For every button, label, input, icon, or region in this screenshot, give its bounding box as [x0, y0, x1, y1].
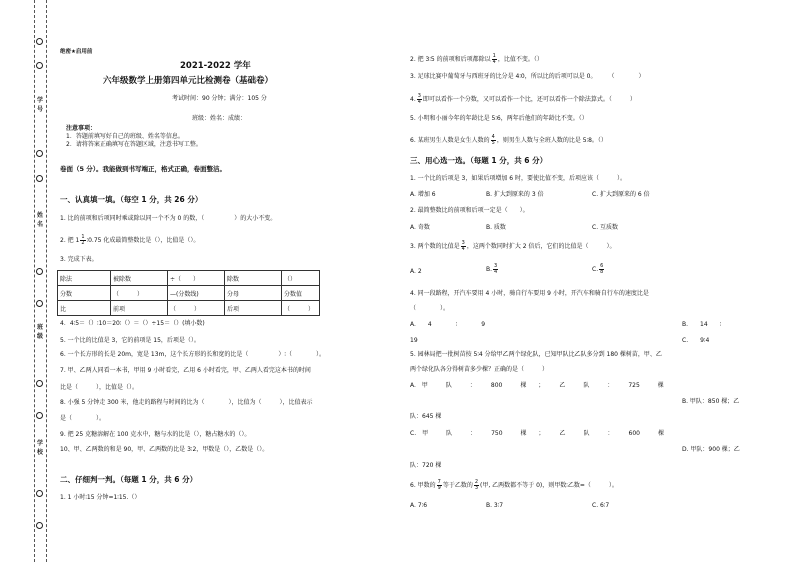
s3-q4-option-c: C. 9∶4: [682, 337, 710, 344]
strip-circle: [36, 522, 43, 529]
table-cell: 除数: [225, 271, 282, 286]
s1-question-8b: 是（ ）。: [60, 415, 106, 422]
s3-q1-option-c: C. 扩大到原来的 6 倍: [592, 191, 650, 198]
table-cell: （ ）: [282, 301, 320, 316]
secret-label: 绝密★启用前: [60, 49, 93, 55]
s3-q6-suffix: (甲, 乙两数都不等于 0)，则甲数∶乙数=（ ）。: [480, 482, 618, 489]
exam-year: 2021-2022 学年: [180, 61, 251, 71]
strip-circle: [36, 268, 43, 275]
s3-question-3: [410, 241, 615, 252]
table-cell: 比: [58, 301, 111, 316]
s3-question-4b: （ ）。: [410, 305, 450, 312]
s2-question-5: 5. 小明和小丽今年的年龄比是 5∶6，两年后他们的年龄比不变。（）: [410, 115, 588, 122]
s2-q2-suffix: ，比值不变。（）: [497, 56, 543, 63]
s2-question-3: 3. 足球比赛中葡萄牙与西班牙的比分是 4∶0，所以比的后项可以是 0。 （ ）: [410, 73, 645, 80]
note-item: 2．请将答案正确填写在答题区域，注意书写工整。: [66, 141, 202, 148]
s2-question-6: [410, 135, 607, 146]
s3-q1-option-a: A. 增加 6: [410, 191, 436, 198]
s3-q4-option-b-cont: 19: [410, 337, 418, 344]
s3-q1-option-b: B. 扩大到原来的 3 倍: [486, 191, 544, 198]
strip-circle: [36, 175, 43, 182]
s1-question-7b: 比是（ ），比值是（）。: [60, 384, 139, 391]
strip-label-name: 姓名: [37, 212, 44, 228]
table-cell: 后项: [225, 301, 282, 316]
s1-q2-prefix: 2. 把 1: [60, 237, 80, 244]
table-row: [58, 271, 320, 286]
strip-circle: [36, 62, 43, 69]
strip-circle: [36, 150, 43, 157]
fraction: $\frac{6}{8}$: [600, 263, 604, 275]
exam-info: 考试时间：90 分钟；满分：105 分: [172, 95, 267, 102]
strip-label-class: 班级: [37, 324, 44, 340]
s3-q2-option-b: B. 质数: [486, 224, 506, 231]
exam-title: 六年级数学上册第四单元比检测卷（基础卷）: [103, 76, 274, 86]
s2-q4-suffix: 即可以看作一个分数，又可以看作一个比，还可以看作一个除法算式。（ ）: [422, 96, 636, 103]
s3-q3-option-b: B. $\frac{3}{4}$: [486, 263, 498, 275]
note-item: 1．答题前填写好自己的班级、姓名等信息。: [66, 133, 184, 140]
s1-question-9: 9. 把 25 克糖溶解在 100 克水中，糖与水的比是（），糖占糖水的（）。: [60, 431, 251, 438]
table-row: [58, 286, 320, 301]
section2-heading: 二、仔细判一判。（每题 1 分，共 6 分）: [60, 475, 198, 484]
table-cell: 分母: [225, 286, 282, 301]
table-cell: 除法: [58, 271, 111, 286]
table-row: [58, 301, 320, 316]
table-cell: （ ）: [111, 286, 168, 301]
strip-circle: [36, 380, 43, 387]
s3-q3-prefix: 3. 两个数的比值是: [410, 243, 460, 250]
s1-question-7a: 7. 甲、乙两人同看一本书，甲用 9 小时看完，乙用 6 小时看完，甲、乙两人看完这本书的时间: [60, 367, 311, 374]
s3-question-2: 2. 最简整数比的前项和后项一定是（ ）。: [410, 207, 529, 214]
s2-q4-prefix: 4.: [410, 96, 416, 103]
s3-question-5b: 两个绿化队各分得树苗多少棵？正确的是（ ）: [410, 366, 549, 373]
s1-question-2: [60, 235, 199, 246]
s3-q5-option-c: C. 甲 队 ： 750 棵 ； 乙 队 ： 600 棵: [410, 430, 665, 437]
s2-q6-prefix: 6. 某班男生人数是女生人数的: [410, 137, 490, 144]
s3-q5-option-d: D. 甲队：900 棵；乙: [682, 446, 740, 453]
s3-q3-option-a: A. 2: [410, 268, 422, 275]
fraction: $\frac{1}{4}$: [492, 53, 496, 65]
fraction: $\frac{4}{5}$: [491, 134, 495, 146]
strip-label-student-id: 学号: [37, 97, 44, 113]
s2-question-4: [410, 94, 636, 105]
strip-circle: [36, 490, 43, 497]
s3-q5-option-a: A. 甲 队 ： 800 棵 ； 乙 队 ： 725 棵: [410, 382, 664, 389]
fraction: $\frac{3}{4}$: [461, 240, 465, 252]
s2-q6-suffix: ，则男生人数与全班人数的比是 5∶8。（）: [496, 137, 607, 144]
s3-q6-option-b: B. 3∶7: [486, 502, 504, 509]
s1-question-1: 1. 比的前项和后项同时乘或除以同一个不为 0 的数，（ ）的大小不变。: [60, 215, 277, 222]
fraction: $\frac{3}{4}$: [417, 93, 421, 105]
s3-question-5a: 5. 园林局把一批树苗按 5∶4 分给甲乙两个绿化队，已知甲队比乙队多分到 180 棵树苗，甲、乙: [410, 351, 662, 358]
table-cell: 分数值: [282, 286, 320, 301]
s3-q5-option-b: B. 甲队：850 棵；乙: [682, 398, 740, 405]
table-cell: （ ）: [168, 301, 225, 316]
strip-circle: [36, 38, 43, 45]
notes-heading: 注意事项：: [66, 125, 97, 132]
fraction: $\frac{3}{4}$: [494, 263, 498, 275]
s3-q6-middle: 等于乙数的: [442, 482, 473, 489]
s1-q2-suffix: ∶0.75 化成最简整数比是（），比值是（）。: [86, 237, 200, 244]
binding-strip: [34, 0, 48, 562]
s3-q6-prefix: 6. 甲数的: [410, 482, 436, 489]
s3-question-6: [410, 480, 618, 491]
fraction: $\frac{1}{2}$: [81, 234, 85, 246]
s1-question-6: 6. 一个长方形的长是 20m，宽是 13m，这个长方形的长和宽的比是（ ）∶（ ）。: [60, 351, 325, 358]
class-name-line: 班级：姓名：成绩：: [192, 115, 247, 122]
s3-q2-option-c: C. 互质数: [592, 224, 619, 231]
s2-question-2: [410, 54, 543, 65]
s3-q5-option-d-cont: 队：720 棵: [410, 462, 442, 469]
s1-question-4: 4．4∶5＝（）∶10＝20∶（）＝（）÷15＝（）(填小数): [60, 320, 205, 327]
fraction: $\frac{2}{3}$: [474, 479, 479, 491]
s3-q3-option-c: C. $\frac{6}{8}$: [592, 263, 604, 275]
s3-q5-option-b-cont: 队：645 棵: [410, 413, 442, 420]
s3-q6-option-c: C. 6∶7: [592, 502, 610, 509]
s1-question-10: 10、甲、乙两数的和是 90，甲、乙两数的比是 3∶2，甲数是（），乙数是（）。: [60, 446, 269, 453]
strip-circle: [36, 412, 43, 419]
table-cell: ÷（ ）: [168, 271, 225, 286]
s3-q2-option-a: A. 奇数: [410, 224, 430, 231]
s3-q6-option-a: A. 7∶6: [410, 502, 428, 509]
s3-q3-suffix: ，这两个数同时扩大 2 倍后，它们的比值是（ ）。: [466, 243, 616, 250]
strip-line-right: [46, 0, 47, 562]
table-cell: 被除数: [111, 271, 168, 286]
s1-question-5: 5. 一个比的比值是 3，它的前项是 15，后项是（）。: [60, 337, 200, 344]
s1-question-8a: 8. 小强 5 分钟走 300 米，他走的路程与时间的比为（ ），比值为（ ），比值表示: [60, 399, 313, 406]
section3-heading: 三、用心选一选。（每题 1 分，共 6 分）: [410, 156, 548, 165]
table-cell: 前项: [111, 301, 168, 316]
strip-circle: [36, 300, 43, 307]
s1-question-3: 3. 完成下表。: [60, 256, 98, 263]
s2-question-1: 1. 1 小时∶15 分钟=1∶15.（）: [60, 494, 141, 501]
conversion-table: [57, 270, 320, 316]
s3-question-4a: 4. 同一段路程，开汽车要用 4 小时，骑自行车要用 9 小时，开汽车和骑自行车的速度比是: [410, 290, 649, 297]
strip-label-school: 学校: [37, 440, 44, 456]
section1-heading: 一、认真填一填。（每空 1 分，共 26 分）: [60, 195, 203, 204]
s3-question-1: 1. 一个比的后项是 3，如果后项增加 6 时，要使比值不变，后项应该（ ）。: [410, 175, 626, 182]
neatness-note: 卷面（5 分）。我能做到书写端正，格式正确，卷面整洁。: [60, 165, 227, 173]
s2-q2-prefix: 2. 把 3∶5 的前项和后项都除以: [410, 56, 491, 63]
s3-q4-option-b: B. 14 ∶: [682, 321, 722, 328]
fraction: $\frac{7}{9}$: [437, 479, 441, 491]
strip-line-left: [34, 0, 35, 562]
table-cell: 分数: [58, 286, 111, 301]
s3-q4-option-a: A. 4 ∶ 9: [410, 321, 486, 328]
table-cell: —(分数线): [168, 286, 225, 301]
table-cell: （）: [282, 271, 320, 286]
